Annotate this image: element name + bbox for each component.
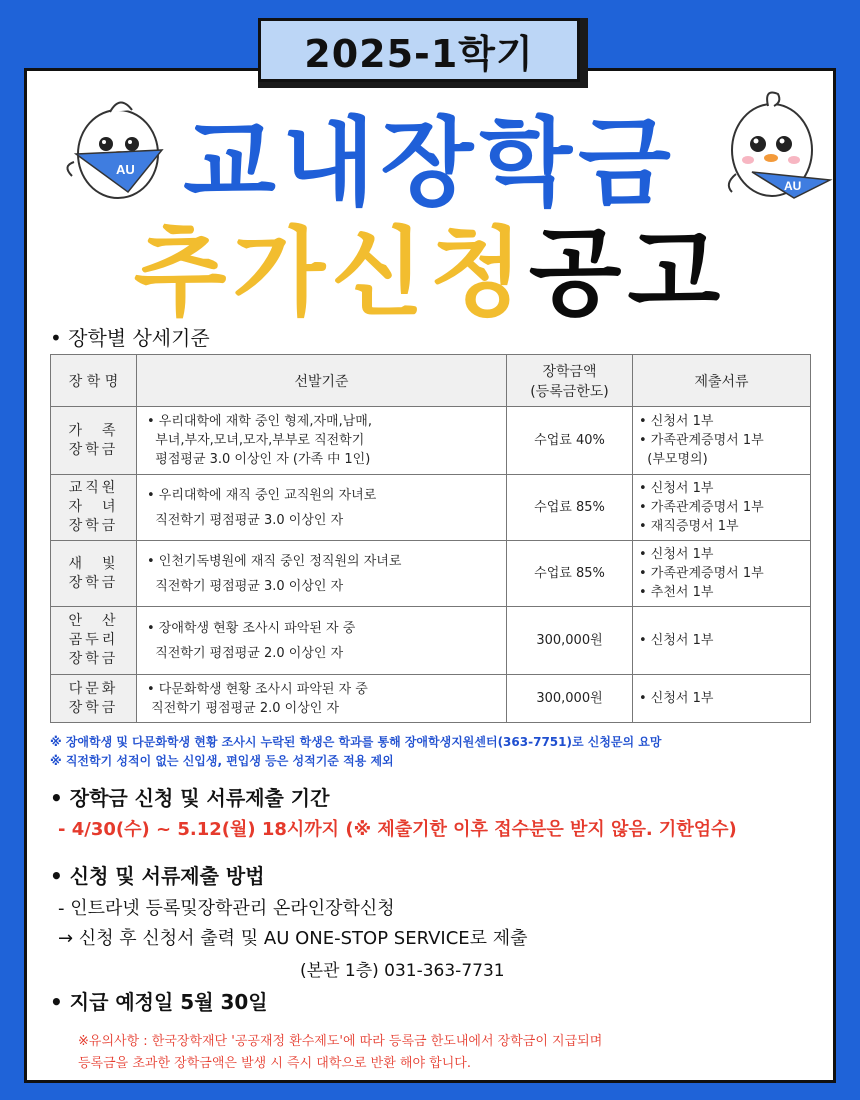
row-criteria-line: 직전학기 평점평균 3.0 이상인 자	[147, 512, 344, 528]
row-name-line: 장학금	[68, 574, 119, 591]
semester-tab	[258, 18, 588, 88]
row-doc-line: • 신청서 1부	[639, 414, 714, 429]
payment-heading: • 지급 예정일 5월 30일	[50, 990, 268, 1014]
method-line-1: - 인트라넷 등록및장학관리 온라인장학신청	[58, 898, 395, 919]
semester-label: 2025-1학기	[258, 18, 580, 82]
row-name	[51, 475, 137, 541]
header-amount-line2: (등록금한도)	[530, 383, 609, 400]
row-name	[51, 675, 137, 723]
row-name-line: 새 빛	[68, 555, 119, 572]
scholarship-table	[50, 354, 811, 723]
mascot-right-badge: AU	[784, 179, 802, 193]
row-amount: 300,000원	[507, 607, 633, 675]
period-text: - 4/30(수) ~ 5.12(월) 18시까지 (※ 제출기한 이후 접수분은 받지 않음. 기한엄수)	[58, 819, 737, 840]
row-doc-line: • 신청서 1부	[639, 691, 714, 706]
table-header-row	[51, 355, 811, 407]
table-row	[51, 407, 811, 475]
table-row	[51, 475, 811, 541]
row-name	[51, 541, 137, 607]
row-name-line: 안 산	[68, 613, 119, 629]
row-criteria	[137, 475, 507, 541]
row-criteria-line: • 우리대학에 재직 중인 교직원의 자녀로	[147, 487, 377, 503]
row-amount: 수업료 85%	[507, 475, 633, 541]
row-name-line: 장학금	[68, 699, 119, 716]
note-new-students: ※ 직전학기 성적이 없는 신입생, 편입생 등은 성적기준 적용 제외	[50, 754, 394, 768]
row-criteria-line: 부녀,부자,모녀,모자,부부로 직전학기	[147, 433, 365, 448]
sub-title-rest: 공고	[528, 217, 727, 329]
row-docs	[633, 607, 811, 675]
row-amount: 수업료 85%	[507, 541, 633, 607]
row-criteria-line: • 장애학생 현황 조사시 파악된 자 중	[147, 620, 356, 636]
row-doc-line: • 가족관계증명서 1부	[639, 500, 764, 515]
row-criteria	[137, 407, 507, 475]
criteria-heading: • 장학별 상세기준	[50, 326, 210, 350]
row-criteria-line: • 인천기독병원에 재직 중인 정직원의 자녀로	[147, 553, 402, 569]
row-docs	[633, 475, 811, 541]
sub-title	[0, 218, 860, 328]
row-name-line: 다문화	[68, 680, 119, 697]
row-doc-line: • 가족관계증명서 1부	[639, 433, 764, 448]
method-heading: • 신청 및 서류제출 방법	[50, 864, 265, 888]
period-heading: • 장학금 신청 및 서류제출 기간	[50, 786, 330, 810]
row-doc-line: • 신청서 1부	[639, 633, 714, 648]
row-name-line: 곰두리	[68, 632, 119, 648]
header-criteria: 선발기준	[137, 355, 507, 407]
row-criteria-line: 직전학기 평점평균 2.0 이상인 자	[147, 645, 344, 661]
row-amount: 300,000원	[507, 675, 633, 723]
table-row	[51, 607, 811, 675]
method-line-3: (본관 1층) 031-363-7731	[300, 961, 505, 981]
row-docs	[633, 541, 811, 607]
row-criteria-line: • 우리대학에 재학 중인 형제,자매,남매,	[147, 414, 372, 429]
row-name-line: 장학금	[68, 518, 119, 534]
row-name	[51, 607, 137, 675]
header-name: 장 학 명	[51, 355, 137, 407]
row-name-line: 장학금	[68, 441, 119, 458]
row-criteria-line: 직전학기 평점평균 2.0 이상인 자	[147, 700, 340, 716]
row-doc-line: • 가족관계증명서 1부	[639, 566, 764, 581]
row-doc-line: • 신청서 1부	[639, 547, 714, 562]
row-doc-line: • 재직증명서 1부	[639, 519, 739, 534]
row-criteria-line: • 다문화학생 현황 조사시 파악된 자 중	[147, 681, 368, 697]
caution-line-1: ※유의사항 : 한국장학재단 '공공재정 환수제도'에 따라 등록금 한도내에서 장학금이 지급되며	[78, 1034, 603, 1049]
row-name-line: 자 녀	[68, 499, 119, 515]
table-row	[51, 541, 811, 607]
mascot-left-badge: AU	[116, 162, 135, 177]
header-docs: 제출서류	[633, 355, 811, 407]
main-title: 교내장학금	[183, 107, 677, 219]
caution-line-2: 등록금을 초과한 장학금액은 발생 시 즉시 대학으로 반환 해야 합니다.	[78, 1056, 471, 1071]
method-line-2: → 신청 후 신청서 출력 및 AU ONE-STOP SERVICE로 제출	[58, 928, 528, 949]
row-amount: 수업료 40%	[507, 407, 633, 475]
row-criteria	[137, 541, 507, 607]
row-name-line: 가 족	[68, 422, 119, 439]
row-doc-line: • 신청서 1부	[639, 481, 714, 496]
row-doc-line: • 추천서 1부	[639, 585, 714, 600]
note-missing-students: ※ 장애학생 및 다문화학생 현황 조사시 누락된 학생은 학과를 통해 장애학생지원센터(363-7751)로 신청문의 요망	[50, 735, 662, 749]
row-name-line: 장학금	[68, 651, 119, 667]
header-amount	[507, 355, 633, 407]
row-doc-line: (부모명의)	[639, 452, 708, 467]
row-docs	[633, 407, 811, 475]
row-docs	[633, 675, 811, 723]
row-name	[51, 407, 137, 475]
header-amount-line1: 장학금액	[542, 363, 597, 380]
row-criteria-line: 평점평균 3.0 이상인 자 (가족 中 1인)	[147, 452, 371, 467]
sub-title-highlight: 추가신청	[133, 217, 529, 329]
table-row	[51, 675, 811, 723]
row-criteria-line: 직전학기 평점평균 3.0 이상인 자	[147, 578, 344, 594]
row-criteria	[137, 675, 507, 723]
row-criteria	[137, 607, 507, 675]
row-name-line: 교직원	[68, 480, 119, 496]
